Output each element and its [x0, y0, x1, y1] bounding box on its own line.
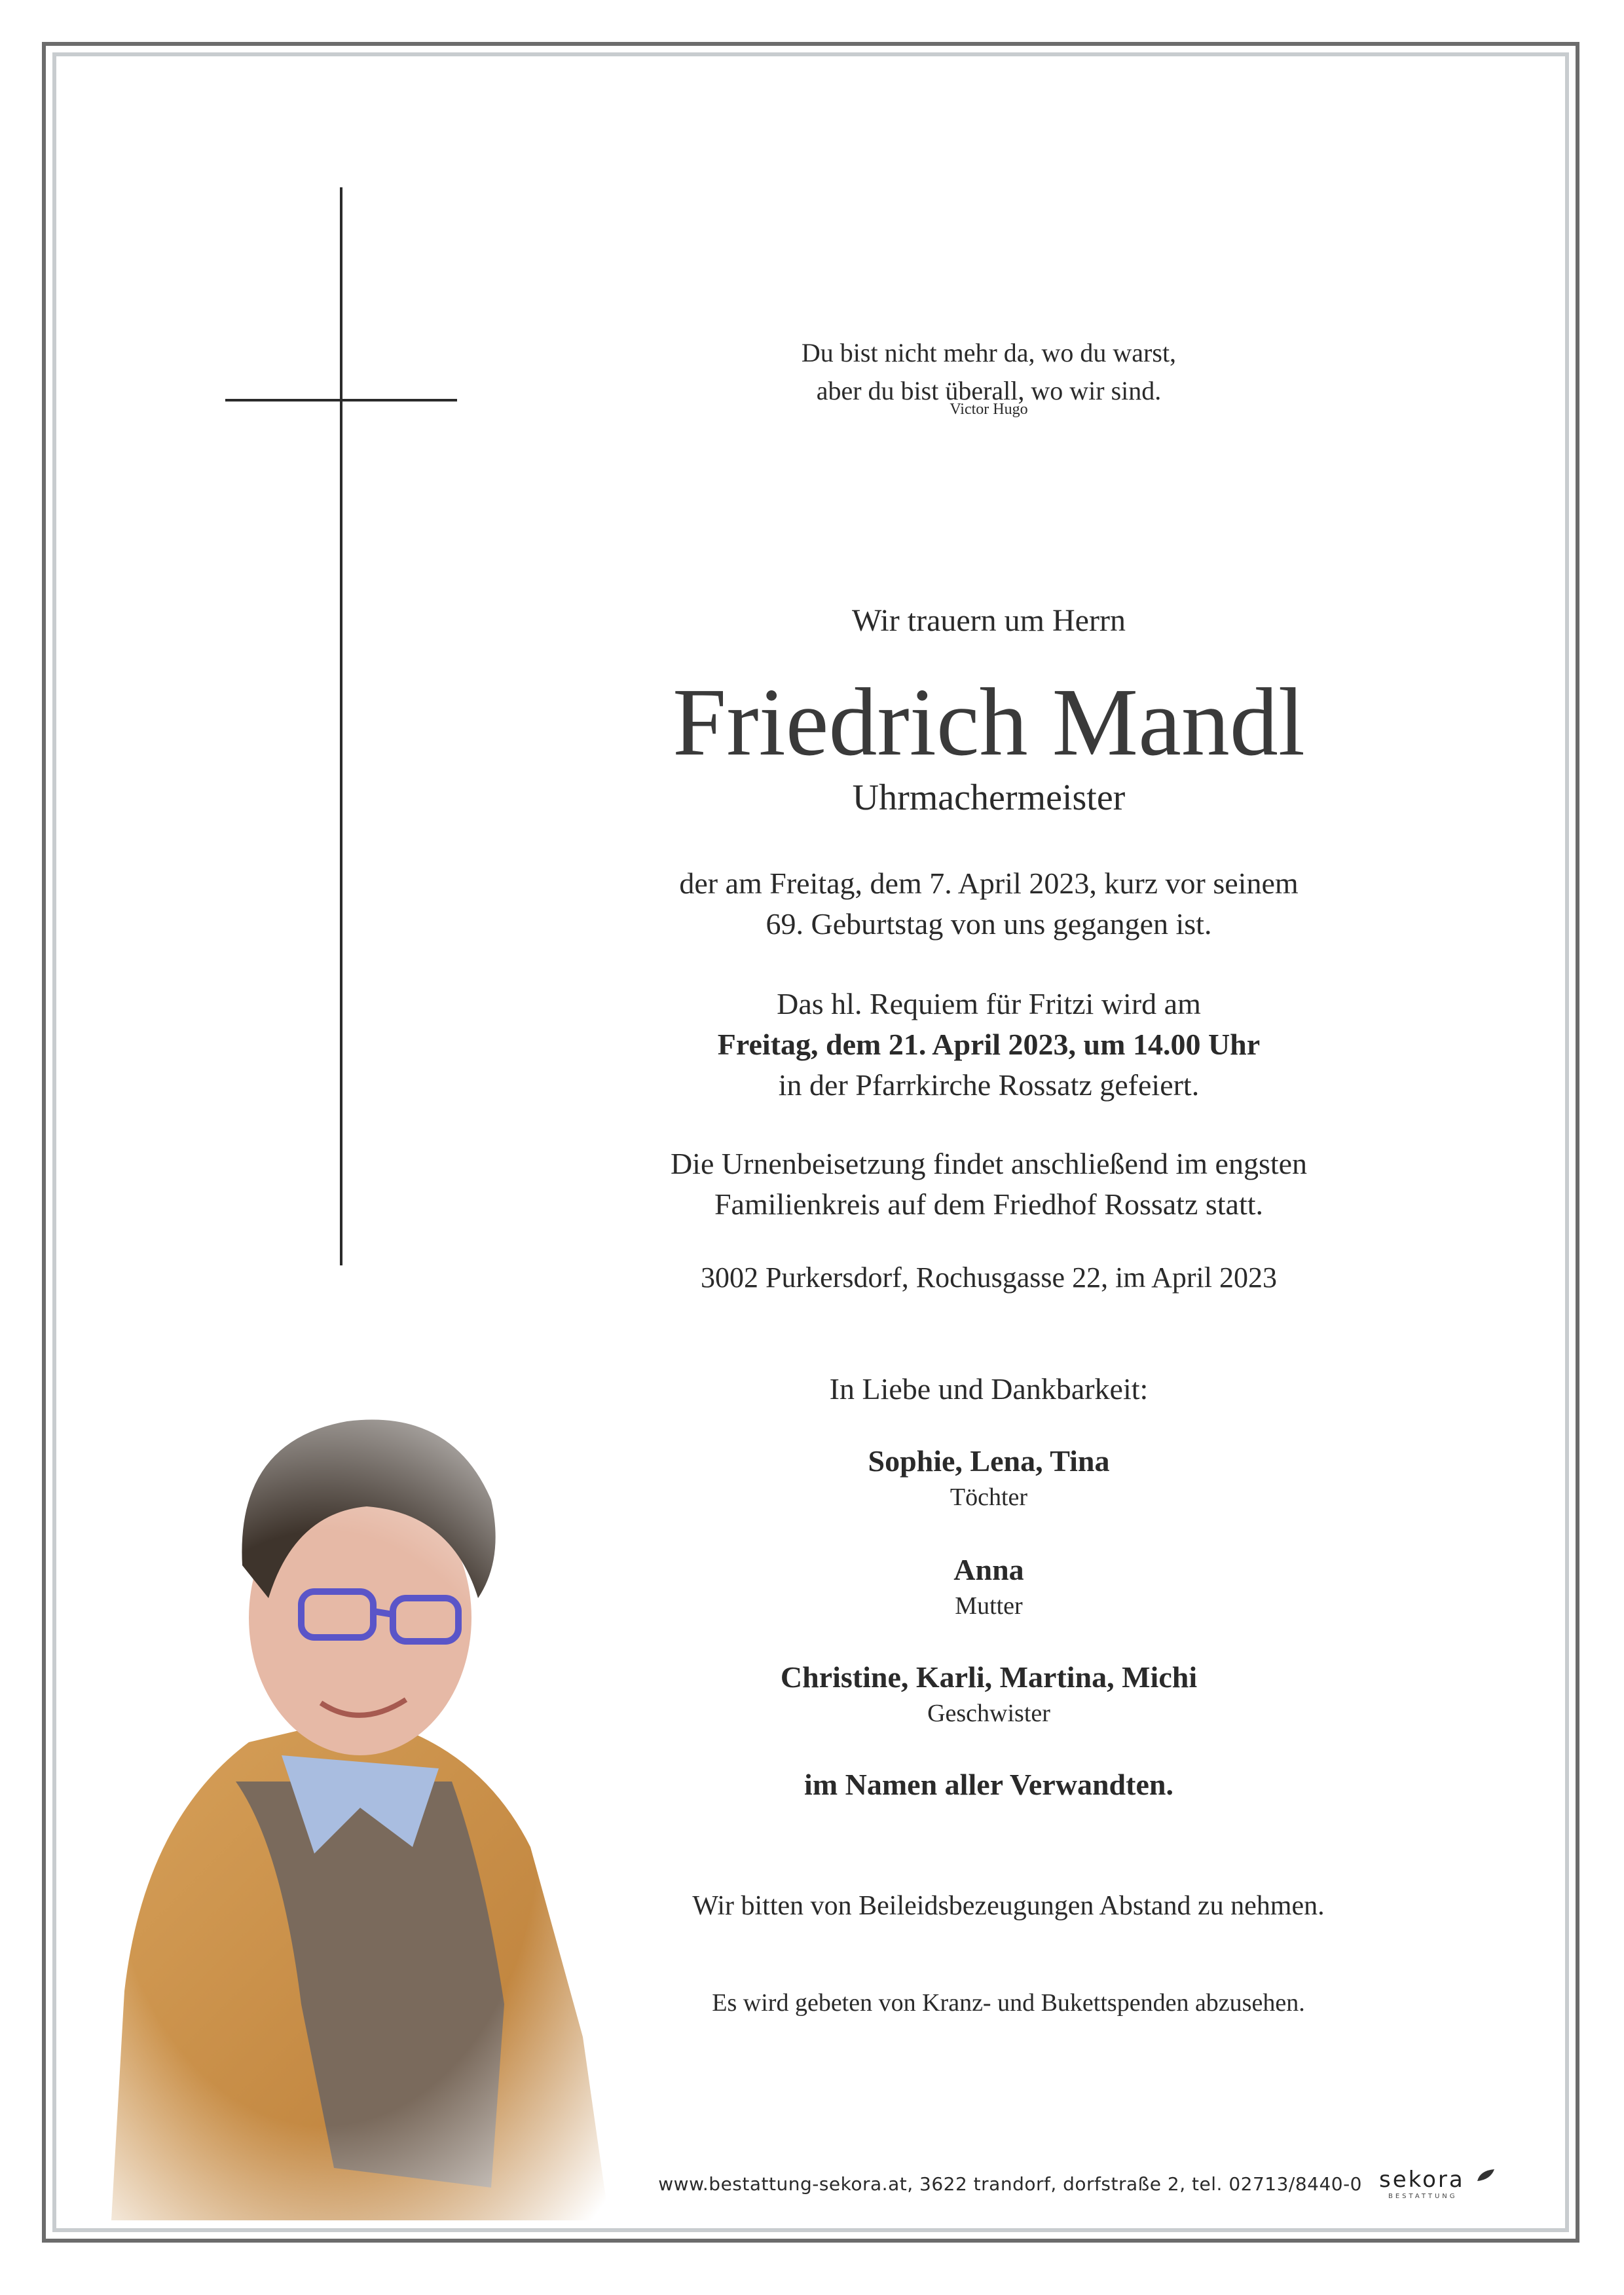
condolence-request: Wir bitten von Beileidsbezeugungen Abstand zu nehmen. [692, 1891, 1325, 1921]
burial-notice [563, 1144, 1414, 1225]
cross-vertical-beam [340, 187, 342, 1265]
profession: Uhrmachermeister [852, 777, 1126, 818]
requiem-line-1: Das hl. Requiem für Fritzi wird am [777, 987, 1201, 1020]
requiem-notice [563, 984, 1414, 1106]
logo-word: sekora [1379, 2167, 1465, 2193]
family-relation-mother: Mutter [955, 1592, 1023, 1620]
requiem-line-3: in der Pfarrkirche Rossatz gefeiert. [778, 1068, 1200, 1102]
cross-horizontal-beam [225, 399, 457, 401]
requiem-date: Freitag, dem 21. April 2023, um 14.00 Uhr [717, 1028, 1261, 1061]
family-relation-daughters: Töchter [950, 1483, 1028, 1511]
family-relation-siblings: Geschwister [927, 1700, 1050, 1727]
relatives-line: im Namen aller Verwandten. [804, 1768, 1173, 1801]
deceased-name: Friedrich Mandl [673, 669, 1305, 776]
family-names-daughters: Sophie, Lena, Tina [868, 1444, 1110, 1478]
logo-subtitle: BESTATTUNG [1388, 2193, 1458, 2200]
love-line: In Liebe und Dankbarkeit: [829, 1372, 1149, 1406]
burial-line-1: Die Urnenbeisetzung findet anschließend im engsten [670, 1147, 1308, 1180]
quote-line-2: aber du bist überall, wo wir sind. [816, 376, 1162, 405]
intro-line: Wir trauern um Herrn [852, 603, 1126, 638]
death-notice-line-2: 69. Geburtstag von uns gegangen ist. [766, 907, 1212, 941]
quote-author: Victor Hugo [950, 401, 1028, 418]
quote [563, 334, 1414, 410]
footer-contact: www.bestattung-sekora.at, 3622 trandorf, dorfstraße 2, tel. 02713/8440-0 [658, 2173, 1362, 2195]
burial-line-2: Familienkreis auf dem Friedhof Rossatz statt. [714, 1187, 1264, 1221]
family-names-mother: Anna [953, 1553, 1024, 1586]
flowers-request: Es wird gebeten von Kranz- und Bukettspenden abzusehen. [712, 1989, 1305, 2017]
leaf-icon [1476, 2168, 1496, 2184]
sekora-logo [1375, 2165, 1500, 2205]
death-notice-line-1: der am Freitag, dem 7. April 2023, kurz vor seinem [679, 867, 1299, 900]
quote-line-1: Du bist nicht mehr da, wo du warst, [801, 338, 1177, 367]
death-notice [563, 863, 1414, 944]
address-line: 3002 Purkersdorf, Rochusgasse 22, im April 2023 [701, 1261, 1277, 1294]
family-names-siblings: Christine, Karli, Martina, Michi [780, 1660, 1198, 1694]
portrait-photo [85, 1349, 714, 2220]
